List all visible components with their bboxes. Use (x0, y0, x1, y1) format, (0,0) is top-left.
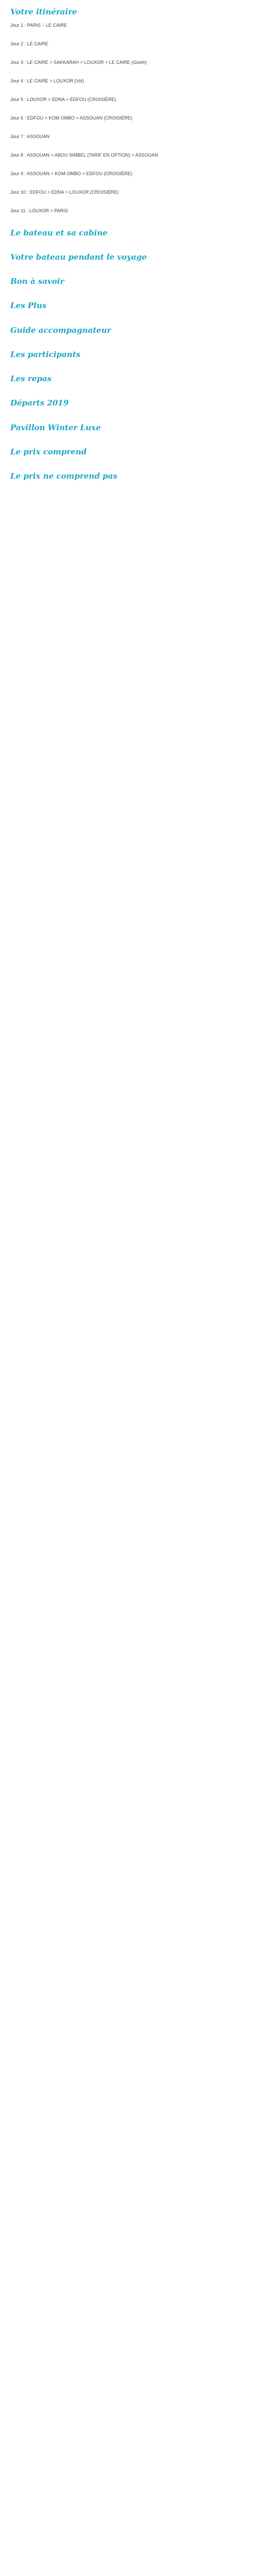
day-item (10, 208, 248, 215)
section (10, 446, 248, 458)
day-title: Jour 11 : LOUXOR > PARIS (10, 208, 68, 213)
day-title: Jour 5 : LOUXOR > EDNA > EDFOU (CROISIÈRE) (10, 97, 117, 102)
section (10, 276, 248, 287)
day-item (10, 133, 248, 141)
day-item (10, 78, 248, 85)
section-title: Départs 2019 (10, 398, 69, 408)
day-title: Jour 7 : ASSOUAN (10, 133, 50, 139)
day-title: Jour 6 : EDFOU > KOM OMBO > ASSOUAN (CROISIÈRE) (10, 115, 133, 121)
day-title: Jour 8 : ASSOUAN > ABOU SIMBEL (TARIF EN OPTION) > ASSOUAN (10, 152, 158, 158)
section (10, 470, 248, 482)
section-title: Guide accompagnateur (10, 325, 111, 335)
section (10, 373, 248, 385)
day-item (10, 22, 248, 29)
day-item (10, 152, 248, 159)
section-title: Bon à savoir (10, 277, 64, 286)
section (10, 300, 248, 312)
day-item (10, 171, 248, 178)
section (10, 422, 248, 434)
section (10, 349, 248, 361)
section-title: Le prix ne comprend pas (10, 471, 118, 481)
section (10, 397, 248, 409)
day-item (10, 41, 248, 48)
day-item (10, 96, 248, 104)
section-title: Votre bateau pendant le voyage (10, 252, 147, 262)
section-title: Pavillon Winter Luxe (10, 422, 101, 432)
itinerary-days (10, 22, 248, 214)
section-title: Le bateau et sa cabine (10, 228, 108, 238)
day-item (10, 115, 248, 122)
section (10, 227, 248, 239)
section-title: Les Plus (10, 301, 47, 311)
section (10, 325, 248, 336)
section-title: Les repas (10, 374, 52, 384)
day-item (10, 189, 248, 196)
day-title: Jour 3 : LE CAIRE > SAKKARAH > LOUXOR > LE CAIRE (Gizeh) (10, 60, 147, 65)
day-item (10, 59, 248, 66)
day-title: Jour 4 : LE CAIRE > LOUXOR (Vol) (10, 78, 84, 84)
section-title: Les participants (10, 349, 80, 359)
day-title: Jour 10 : EDFOU > EDNA > LOUXOR (CROISIÈRE) (10, 189, 119, 195)
section (10, 251, 248, 263)
itinerary-section (10, 6, 248, 215)
section-title: Le prix comprend (10, 447, 87, 456)
itinerary-title: Votre itinéraire (10, 7, 77, 16)
day-title: Jour 1 : PARIS – LE CAIRE (10, 23, 67, 28)
page (0, 0, 258, 482)
day-title: Jour 9 : ASSOUAN > KOM OMBO > EDFOU (CROISIÈRE) (10, 171, 133, 176)
day-title: Jour 2 : LE CAIRE (10, 41, 49, 47)
